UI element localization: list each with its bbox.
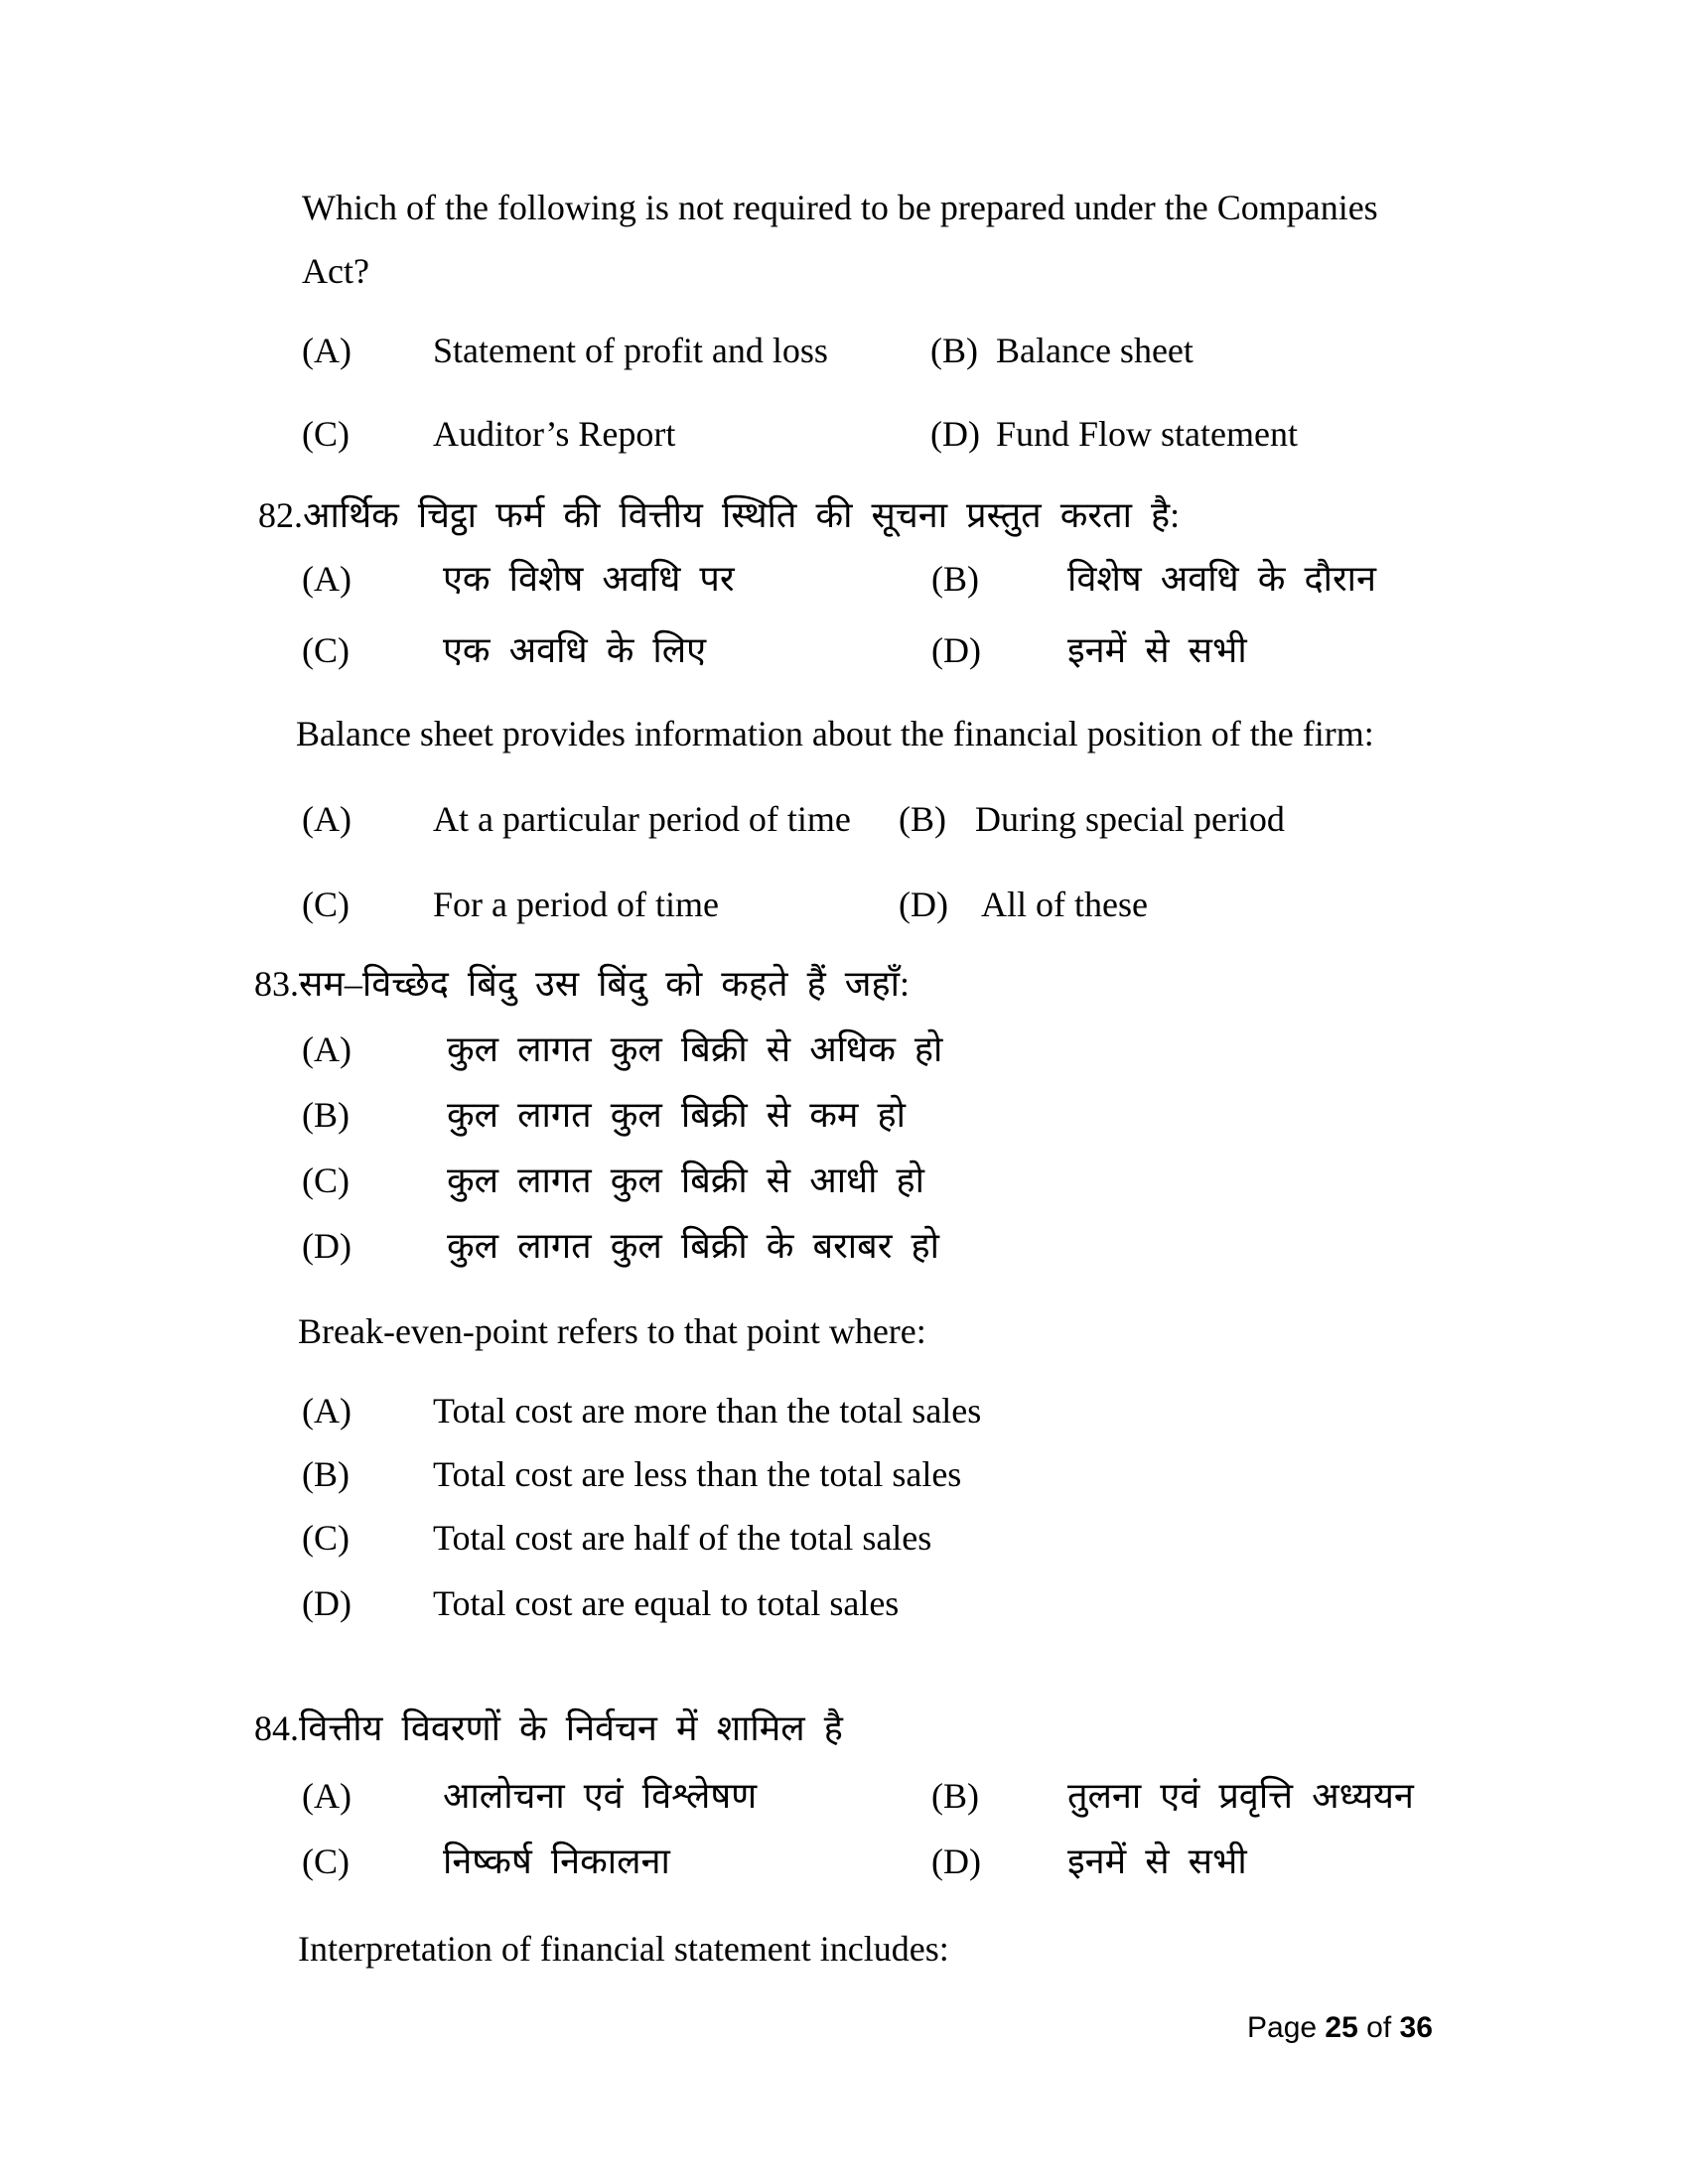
question-82-english-option-c-text: For a period of time <box>433 885 719 924</box>
question-81-option-a-label: (A) <box>302 331 352 370</box>
question-82-english-header: Balance sheet provides information about the financial position of the firm: <box>296 714 1374 753</box>
question-83-english-option-b-label: (B) <box>302 1454 350 1494</box>
question-81-option-b-text: Balance sheet <box>996 331 1194 370</box>
footer-total-pages: 36 <box>1399 2011 1433 2044</box>
question-83-hindi-option-a-label: (A) <box>302 1029 352 1069</box>
question-82-hindi-option-c-label: (C) <box>302 630 350 670</box>
question-83-hindi-option-b-text: कुल लागत कुल बिक्री से कम हो <box>447 1095 906 1135</box>
question-82-hindi-option-b-text: विशेष अवधि के दौरान <box>1067 559 1376 599</box>
question-83-hindi-header: 83.सम–विच्छेद बिंदु उस बिंदु को कहते हैं जहाँ: <box>254 964 910 1004</box>
question-84-hindi-option-c-text: निष्कर्ष निकालना <box>443 1842 670 1881</box>
question-81-option-c-text: Auditor’s Report <box>433 414 676 454</box>
question-81-option-a-text: Statement of profit and loss <box>433 331 828 370</box>
question-82-english-option-a-text: At a particular period of time <box>433 799 851 839</box>
question-83-hindi-option-d-label: (D) <box>302 1226 352 1266</box>
question-83-hindi-option-a-text: कुल लागत कुल बिक्री से अधिक हो <box>447 1029 943 1069</box>
footer-current-page: 25 <box>1325 2011 1358 2044</box>
question-84-hindi-option-b-text: तुलना एवं प्रवृत्ति अध्ययन <box>1067 1776 1414 1816</box>
question-83-english-option-d-text: Total cost are equal to total sales <box>433 1583 900 1623</box>
question-82-hindi-option-c-text: एक अवधि के लिए <box>443 630 707 670</box>
question-81-english-line2: Act? <box>302 251 369 291</box>
question-83-english-option-a-text: Total cost are more than the total sales <box>433 1391 982 1431</box>
page-number-footer <box>1247 2011 1433 2045</box>
question-83-english-option-a-label: (A) <box>302 1391 352 1431</box>
question-83-english-option-b-text: Total cost are less than the total sales <box>433 1454 962 1494</box>
question-82-english-option-b-label: (B) <box>899 799 946 839</box>
question-83-english-option-c-label: (C) <box>302 1518 350 1558</box>
question-83-english-header: Break-even-point refers to that point where: <box>298 1311 926 1351</box>
question-82-english-option-a-label: (A) <box>302 799 352 839</box>
question-81-option-d-label: (D) <box>930 414 980 454</box>
question-82-english-option-d-label: (D) <box>899 885 948 924</box>
question-83-hindi-option-b-label: (B) <box>302 1095 350 1135</box>
question-81-option-c-label: (C) <box>302 414 350 454</box>
question-81-english-line1: Which of the following is not required to be prepared under the Companies <box>302 188 1378 227</box>
question-82-hindi-option-a-text: एक विशेष अवधि पर <box>443 559 735 599</box>
question-82-hindi-header: 82.आर्थिक चिट्ठा फर्म की वित्तीय स्थिति की सूचना प्रस्तुत करता है: <box>258 495 1181 535</box>
question-84-hindi-option-d-label: (D) <box>931 1842 981 1881</box>
question-84-english-header: Interpretation of financial statement includes: <box>298 1929 949 1969</box>
question-83-english-option-c-text: Total cost are half of the total sales <box>433 1518 932 1558</box>
question-84-hindi-option-d-text: इनमें से सभी <box>1067 1842 1247 1881</box>
question-82-english-option-b-text: During special period <box>975 799 1285 839</box>
question-83-english-option-d-label: (D) <box>302 1583 352 1623</box>
question-84-hindi-option-a-text: आलोचना एवं विश्लेषण <box>443 1776 758 1816</box>
question-83-hindi-option-c-label: (C) <box>302 1160 350 1200</box>
question-82-hindi-option-a-label: (A) <box>302 559 352 599</box>
question-83-hindi-option-c-text: कुल लागत कुल बिक्री से आधी हो <box>447 1160 924 1200</box>
question-81-option-b-label: (B) <box>930 331 978 370</box>
question-82-hindi-option-b-label: (B) <box>931 559 979 599</box>
question-84-hindi-option-a-label: (A) <box>302 1776 352 1816</box>
question-84-hindi-header: 84.वित्तीय विवरणों के निर्वचन में शामिल है <box>254 1708 843 1748</box>
question-82-hindi-option-d-text: इनमें से सभी <box>1067 630 1247 670</box>
footer-of-label: of <box>1366 2011 1392 2044</box>
question-82-hindi-option-d-label: (D) <box>931 630 981 670</box>
question-84-hindi-option-c-label: (C) <box>302 1842 350 1881</box>
question-83-hindi-option-d-text: कुल लागत कुल बिक्री के बराबर हो <box>447 1226 939 1266</box>
question-82-english-option-d-text: All of these <box>981 885 1148 924</box>
footer-page-label: Page <box>1247 2011 1318 2044</box>
question-82-english-option-c-label: (C) <box>302 885 350 924</box>
question-84-hindi-option-b-label: (B) <box>931 1776 979 1816</box>
question-81-option-d-text: Fund Flow statement <box>996 414 1298 454</box>
